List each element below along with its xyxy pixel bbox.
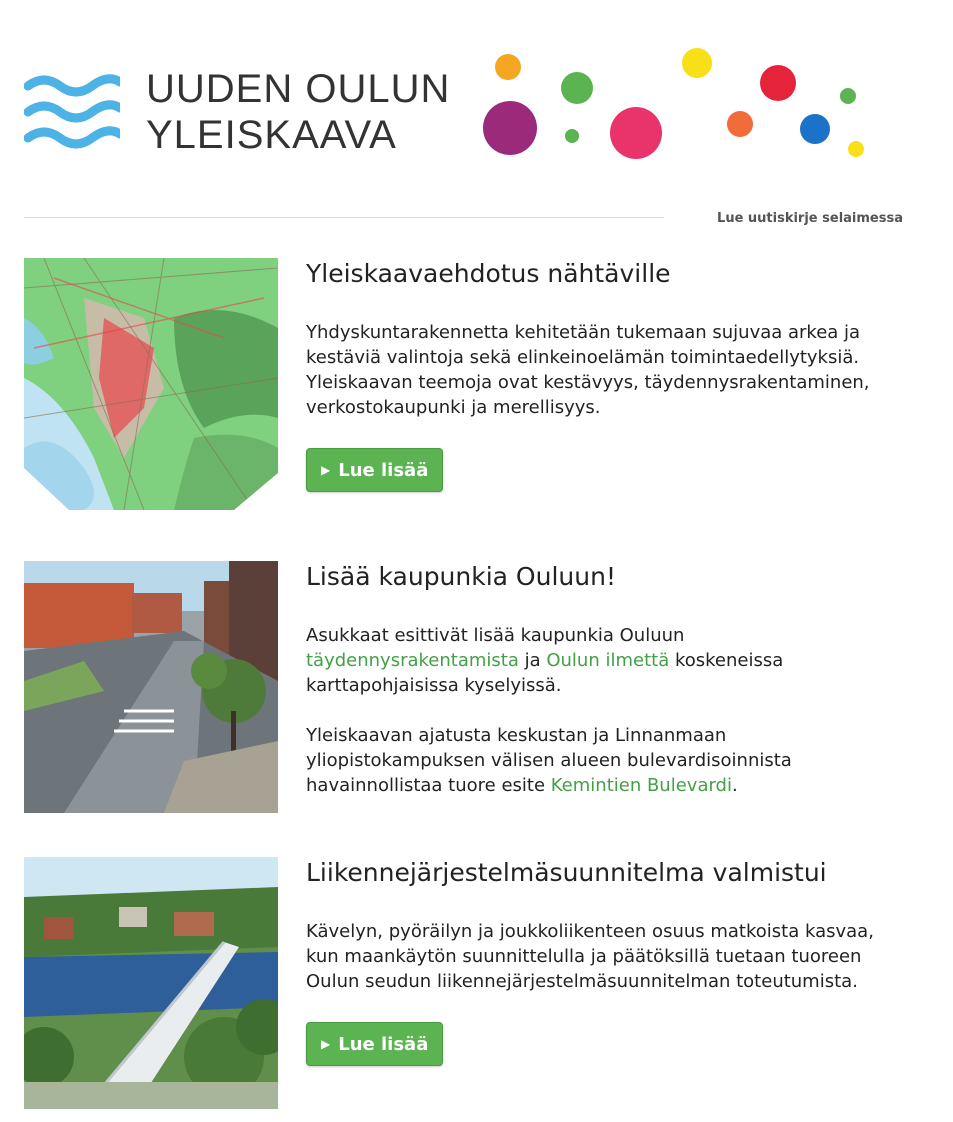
link-oulu-look[interactable]: Oulun ilmettä <box>546 650 670 671</box>
waves-logo-icon <box>24 70 120 160</box>
article-image-map <box>24 258 278 510</box>
paragraph-text: ja <box>518 650 547 671</box>
article-image-bridge <box>24 857 278 1109</box>
article-content <box>306 258 906 492</box>
paragraph-text: Yleiskaavan ajatusta keskustan ja Linnanmaan yliopistokampuksen välisen alueen bulevardisoinnista havainnollistaa tuore esite <box>306 725 792 796</box>
article-paragraph: Kävelyn, pyöräilyn ja joukkoliikenteen osuus matkoista kasvaa, kun maankäytön suunnittelulla ja päätöksillä tuetaan tuoreen Oulun seudun liikennejärjestelmäsuunnitelman toteutumista. <box>306 921 874 992</box>
paragraph-text: koskeneissa karttapohjaisissa kyselyissä. <box>306 650 784 696</box>
article-content <box>306 561 906 798</box>
paragraph-text: . <box>731 775 738 796</box>
paragraph-text: Asukkaat esittivät lisää kaupunkia Ouluun <box>306 625 685 646</box>
header-divider <box>24 217 664 218</box>
read-more-label: Lue lisää <box>338 1033 429 1055</box>
link-infill-construction[interactable]: täydennysrakentamista <box>306 650 519 671</box>
article-paragraph: Yhdyskuntarakennetta kehitetään tukemaan sujuvaa arkea ja kestäviä valintoja sekä elinkeinoelämän toimintaedellytyksiä. Yleiskaavan teemoja ovat kestävyys, täydennysrakentaminen, verkostokaupunki ja merellisyys. <box>306 322 870 418</box>
logo-wordmark <box>146 66 450 158</box>
decorative-dots-graphic <box>480 40 880 170</box>
article-paragraph-2 <box>306 723 826 798</box>
article-title: Liikennejärjestelmäsuunnitelma valmistui <box>306 858 827 887</box>
read-more-label: Lue lisää <box>338 459 429 481</box>
read-more-button[interactable] <box>306 448 443 492</box>
logo-line-2: YLEISKAAVA <box>146 113 397 157</box>
read-more-button[interactable] <box>306 1022 443 1066</box>
article-paragraph-1 <box>306 623 826 698</box>
view-in-browser-link[interactable]: Lue uutiskirje selaimessa <box>717 211 903 226</box>
logo-line-1: UUDEN OULUN <box>146 67 451 111</box>
article-content <box>306 857 906 1066</box>
link-kemintie-boulevard[interactable]: Kemintien Bulevardi <box>550 775 732 796</box>
article-image-boulevard <box>24 561 278 813</box>
newsletter-header <box>0 0 953 226</box>
play-triangle-icon: ▶ <box>321 1037 331 1051</box>
article-title: Lisää kaupunkia Ouluun! <box>306 562 616 591</box>
article-title: Yleiskaavaehdotus nähtäville <box>306 259 671 288</box>
play-triangle-icon: ▶ <box>321 463 331 477</box>
